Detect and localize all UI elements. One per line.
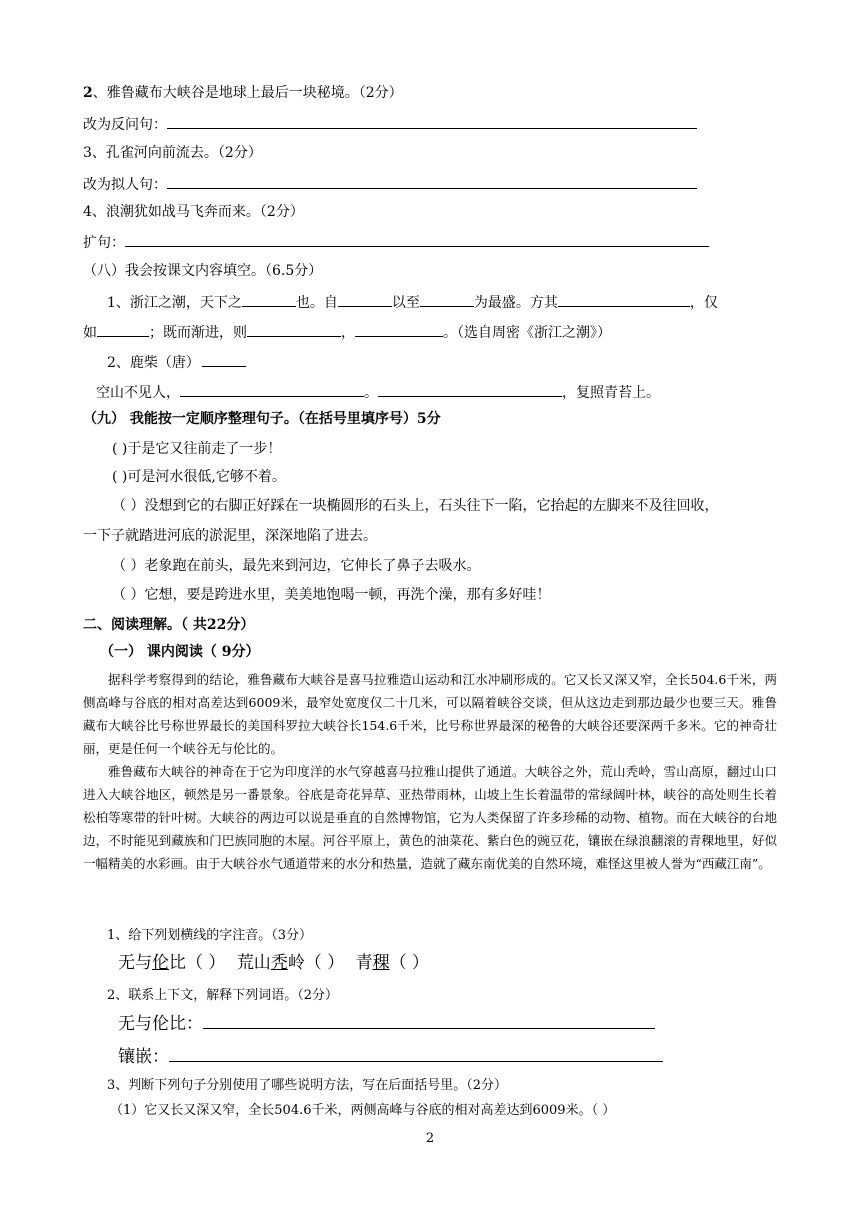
blank[interactable]	[247, 322, 341, 337]
text: 。	[364, 385, 378, 401]
answer-line-rhetorical	[83, 114, 697, 134]
question-2	[83, 84, 403, 102]
question-text: 3、孔雀河向前流去。（2分）	[83, 145, 262, 161]
word: 比（ ）	[169, 953, 226, 973]
blank[interactable]	[202, 352, 246, 367]
text: ；既而渐进，则	[149, 325, 247, 341]
word: （ ）	[389, 953, 430, 973]
blank[interactable]	[203, 1012, 655, 1029]
term-line-1	[118, 1012, 655, 1035]
text: 。（选自周密《浙江之潮》）	[443, 325, 611, 341]
underlined-char: 秃	[270, 953, 288, 973]
answer-prompt: 改为反问句：	[83, 117, 167, 133]
text: 空山不见人，	[96, 385, 180, 401]
blank[interactable]	[338, 292, 392, 307]
answer-line-expand	[83, 232, 709, 252]
blank[interactable]	[420, 292, 474, 307]
term: 镶嵌：	[118, 1047, 169, 1067]
blank[interactable]	[167, 114, 697, 129]
blank[interactable]	[169, 1045, 663, 1062]
passage-paragraph-1: 据科学考察得到的结论，雅鲁藏布大峡谷是喜马拉雅造山运动和江水冲刷形成的。它又长又深又窄，全长504.6千米，两侧高峰与谷底的相对高差达到6009米，最窄处宽度仅二十几米，可以隔着峡谷交谈，但从这边走到那边最少也要三天。雅鲁藏布大峡谷比号称世界最长的美国科罗拉大峡谷长154.6千米，比号称世界最深的秘鲁的大峡谷还要深两千多米。它的神奇壮丽，更是任何一个峡谷无与伦比的。	[83, 672, 777, 756]
blank[interactable]	[558, 292, 690, 307]
order-item-continued: 一下子就踏进河底的淤泥里，深深地陷了进去。	[83, 528, 377, 544]
fill-line-4	[96, 382, 660, 402]
text: 也。自	[295, 295, 338, 311]
term: 无与伦比：	[118, 1014, 203, 1034]
term-line-2	[118, 1045, 663, 1068]
question-text: 4、浪潮犹如战马飞奔而来。（2分）	[83, 204, 304, 220]
reading-question-2: 2、联系上下文，解释下列词语。（2分）	[107, 988, 339, 1003]
blank[interactable]	[180, 382, 364, 397]
section-9-title: （九） 我能按一定顺序整理句子。（在括号里填序号）5分	[83, 411, 441, 427]
text: 1、浙江之潮，天下之	[107, 295, 242, 311]
text: 为最盛。方其	[473, 295, 558, 311]
fill-line-2	[83, 322, 611, 342]
text: ，复照青苔上。	[562, 385, 660, 401]
text: 如	[83, 325, 97, 341]
word: 岭（ ）	[287, 953, 345, 973]
fill-line-3	[107, 352, 246, 372]
section-8-title: （八）我会按课文内容填空。（6.5分）	[83, 263, 323, 279]
blank[interactable]	[97, 322, 149, 337]
blank[interactable]	[167, 174, 697, 189]
question-text: 、雅鲁藏布大峡谷是地球上最后一块秘境。（2分）	[92, 85, 403, 101]
blank[interactable]	[355, 322, 443, 337]
question-4	[83, 203, 304, 221]
order-item: （ ）它想，要是跨进水里，美美地饱喝一顿，再洗个澡，那有多好哇！	[112, 587, 551, 603]
blank[interactable]	[125, 232, 709, 247]
blank[interactable]	[378, 382, 562, 397]
underlined-char: 伦	[152, 953, 169, 973]
part-2-title: 二、阅读理解。（ 共22分）	[83, 617, 255, 633]
word: 无与	[118, 953, 152, 973]
order-item: （ ）老象跑在前头，最先来到河边，它伸长了鼻子去吸水。	[112, 558, 481, 574]
blank[interactable]	[242, 292, 296, 307]
pinyin-row	[118, 952, 429, 974]
page-number: 2	[425, 1131, 435, 1146]
word: 青	[355, 953, 373, 973]
text: 2、鹿柴（唐）	[107, 355, 200, 371]
reading-question-3: 3、判断下列句子分别使用了哪些说明方法，写在后面括号里。（2分）	[107, 1078, 508, 1093]
reading-question-1: 1、给下列划横线的字注音。（3分）	[107, 928, 313, 943]
reading-subtitle: （一） 课内阅读（ 9分）	[100, 644, 260, 660]
text: 以至	[391, 295, 420, 311]
question-number: 2	[83, 85, 93, 101]
fill-line-1	[107, 292, 718, 312]
text: ，	[341, 325, 355, 341]
order-item: ( )于是它又往前走了一步！	[112, 441, 282, 457]
order-item: ( )可是河水很低,它够不着。	[112, 469, 286, 485]
order-item: （ ）没想到它的右脚正好踩在一块椭圆形的石头上，石头往下一陷，它抬起的左脚来不及往回收，	[112, 498, 719, 514]
passage-paragraph-2: 雅鲁藏布大峡谷的神奇在于它为印度洋的水气穿越喜马拉雅山提供了通道。大峡谷之外，荒山秃岭，雪山高原，翻过山口进入大峡谷地区，顿然是另一番景象。谷底是奇花异草、亚热带雨林，山坡上生长着温带的常绿阔叶林，峡谷的高处则生长着松柏等寒带的针叶树。大峡谷的两边可以说是垂直的自然博物馆，它为人类保留了许多珍稀的动物、植物。而在大峡谷的台地边，不时能见到藏族和门巴族同胞的木屋。河谷平原上，黄色的油菜花、紫白色的豌豆花，镶嵌在绿浪翻滚的青稞地里，好似一幅精美的水彩画。由于大峡谷水气通道带来的水分和热量，造就了藏东南优美的自然环境，难怪这里被人誉为“西藏江南”。	[83, 764, 777, 871]
answer-line-personification	[83, 174, 697, 194]
answer-prompt: 扩句：	[83, 235, 125, 251]
method-sentence-1: （1）它又长又深又窄，全长504.6千米，两侧高峰与谷底的相对高差达到6009米。（ ）	[110, 1103, 616, 1118]
text: ，仅	[689, 295, 718, 311]
answer-prompt: 改为拟人句：	[83, 177, 167, 193]
question-3	[83, 144, 262, 162]
underlined-char: 稞	[372, 953, 390, 973]
word: 荒山	[236, 953, 271, 973]
